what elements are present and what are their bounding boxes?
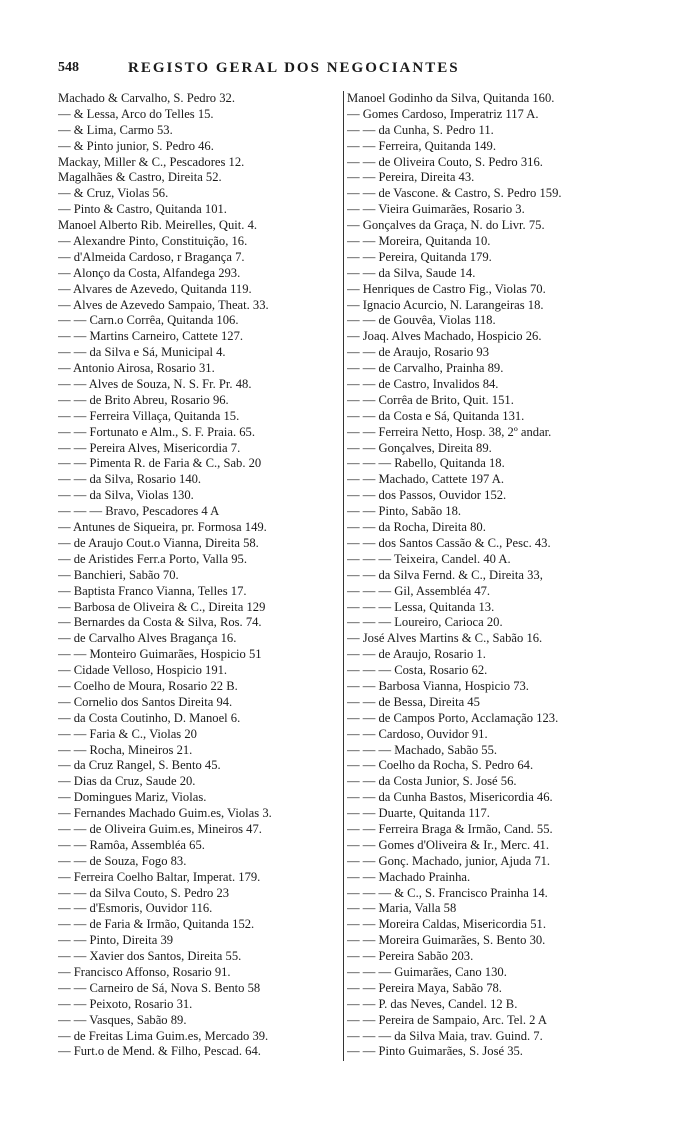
directory-entry: — Cornelio dos Santos Direita 94. (58, 694, 233, 709)
directory-entry: — Ignacio Acurcio, N. Larangeiras 18. (347, 297, 544, 312)
directory-entry: — Gomes Cardoso, Imperatriz 117 A. (347, 106, 539, 121)
directory-entry: — — — Rabello, Quitanda 18. (347, 456, 505, 471)
directory-entry: — — Ramôa, Assembléa 65. (58, 837, 205, 852)
directory-entry: — — — Loureiro, Carioca 20. (347, 615, 503, 630)
directory-entry: — Antunes de Siqueira, pr. Formosa 149. (58, 520, 267, 535)
page-number: 548 (58, 60, 79, 75)
directory-entry: — Banchieri, Sabão 70. (58, 567, 179, 582)
directory-entry: — — de Carvalho, Prainha 89. (347, 361, 504, 376)
directory-entry: — — — da Silva Maia, trav. Guind. 7. (347, 1028, 543, 1043)
directory-entry: — — de Gouvêa, Violas 118. (347, 313, 496, 328)
directory-entry: — — Pereira Sabão 203. (347, 949, 474, 964)
directory-entry: — Henriques de Castro Fig., Violas 70. (347, 281, 546, 296)
directory-entry: — — — & C., S. Francisco Prainha 14. (347, 885, 548, 900)
directory-entry: — Ferreira Coelho Baltar, Imperat. 179. (58, 869, 261, 884)
directory-entry: — — de Araujo, Rosario 93 (347, 345, 490, 360)
directory-entry: — da Cruz Rangel, S. Bento 45. (58, 758, 221, 773)
directory-entry: — — Coelho da Rocha, S. Pedro 64. (347, 758, 534, 773)
directory-entry: — — da Cunha Bastos, Misericordia 46. (347, 790, 553, 805)
directory-entry: — & Cruz, Violas 56. (58, 186, 169, 201)
directory-entry: — — Pereira Maya, Sabão 78. (347, 980, 502, 995)
directory-entry: — — da Cunha, S. Pedro 11. (347, 122, 494, 137)
directory-entry: — — P. das Neves, Candel. 12 B. (347, 996, 518, 1011)
directory-entry: — — Faria & C., Violas 20 (58, 726, 197, 741)
directory-entry: — — Ferreira Netto, Hosp. 38, 2º andar. (347, 424, 552, 439)
directory-entry: — — Barbosa Vianna, Hospicio 73. (347, 678, 529, 693)
directory-entry: — — d'Esmoris, Ouvidor 116. (58, 901, 213, 916)
directory-entry: — Fernandes Machado Guim.es, Violas 3. (58, 806, 272, 821)
directory-entry: — — — Gil, Assembléa 47. (347, 583, 491, 598)
directory-entry: — Alvares de Azevedo, Quitanda 119. (58, 281, 252, 296)
directory-entry: — — Martins Carneiro, Cattete 127. (58, 329, 244, 344)
directory-entry: — — Gomes d'Oliveira & Ir., Merc. 41. (347, 837, 549, 852)
directory-entry: — — de Oliveira Couto, S. Pedro 316. (347, 154, 543, 169)
directory-entry: — Alves de Azevedo Sampaio, Theat. 33. (58, 297, 269, 312)
directory-entry: Mackay, Miller & C., Pescadores 12. (58, 154, 245, 169)
directory-entry: — Furt.o de Mend. & Filho, Pescad. 64. (58, 1044, 261, 1059)
directory-entry: — — de Castro, Invalidos 84. (347, 377, 499, 392)
directory-entry: — — Xavier dos Santos, Direita 55. (58, 949, 242, 964)
directory-entry: — — da Costa Junior, S. José 56. (347, 774, 517, 789)
directory-entry: — — de Faria & Irmão, Quitanda 152. (58, 917, 255, 932)
directory-entry: — — Pinto Guimarães, S. José 35. (347, 1044, 523, 1059)
directory-entry: — — de Souza, Fogo 83. (58, 853, 187, 868)
directory-entry: — — da Silva, Rosario 140. (58, 472, 202, 487)
directory-entry: — — Gonçalves, Direita 89. (347, 440, 492, 455)
directory-entry: — — de Araujo, Rosario 1. (347, 647, 486, 662)
directory-entry: — — — Lessa, Quitanda 13. (347, 599, 495, 614)
directory-entry: — — — Teixeira, Candel. 40 A. (347, 551, 511, 566)
directory-entry: — Alexandre Pinto, Constituição, 16. (58, 234, 248, 249)
directory-entry: — de Carvalho Alves Bragança 16. (58, 631, 237, 646)
directory-entry: — — da Costa e Sá, Quitanda 131. (347, 408, 525, 423)
directory-entry: Manoel Godinho da Silva, Quitanda 160. (347, 91, 555, 105)
directory-entry: — Coelho de Moura, Rosario 22 B. (58, 678, 238, 693)
directory-entry: — de Aristides Ferr.a Porto, Valla 95. (58, 551, 248, 566)
directory-entry: — Bernardes da Costa & Silva, Ros. 74. (58, 615, 262, 630)
directory-entry: — d'Almeida Cardoso, r Bragança 7. (58, 249, 245, 264)
directory-entry: Magalhães & Castro, Direita 52. (58, 170, 222, 185)
directory-entry: — — Pereira de Sampaio, Arc. Tel. 2 A (347, 1012, 547, 1027)
directory-entry: — — da Silva Couto, S. Pedro 23 (58, 885, 230, 900)
directory-entry: — — Alves de Souza, N. S. Fr. Pr. 48. (58, 377, 252, 392)
directory-entry: — José Alves Martins & C., Sabão 16. (347, 631, 543, 646)
directory-entry: — — da Rocha, Direita 80. (347, 520, 486, 535)
directory-entry: — — Maria, Valla 58 (347, 901, 457, 916)
directory-entry: — — Pereira Alves, Misericordia 7. (58, 440, 241, 455)
directory-entry: — — da Silva, Saude 14. (347, 265, 476, 280)
directory-entry: — — — Guimarães, Cano 130. (347, 964, 507, 979)
directory-entry: — Joaq. Alves Machado, Hospicio 26. (347, 329, 542, 344)
column-divider (343, 91, 344, 1061)
directory-entry: — — Pereira, Direita 43. (347, 170, 475, 185)
directory-entry: — — — Bravo, Pescadores 4 A (58, 504, 220, 519)
directory-entry: — — de Brito Abreu, Rosario 96. (58, 392, 229, 407)
directory-entry: — — Moreira Caldas, Misericordia 51. (347, 917, 547, 932)
directory-entry: — Domingues Mariz, Violas. (58, 790, 207, 805)
directory-entry: — Alonço da Costa, Alfandega 293. (58, 265, 241, 280)
directory-entry: — — Cardoso, Ouvidor 91. (347, 726, 488, 741)
directory-entry: — — Corrêa de Brito, Quit. 151. (347, 392, 514, 407)
directory-entry: — — Vasques, Sabão 89. (58, 1012, 187, 1027)
directory-entry: — — — Costa, Rosario 62. (347, 663, 488, 678)
directory-entry: — — Carneiro de Sá, Nova S. Bento 58 (58, 980, 261, 995)
directory-entry: — Gonçalves da Graça, N. do Livr. 75. (347, 218, 545, 233)
directory-entry: — Cidade Velloso, Hospicio 191. (58, 663, 228, 678)
running-title: REGISTO GERAL DOS NEGOCIANTES (128, 60, 460, 76)
directory-entry: — de Araujo Cout.o Vianna, Direita 58. (58, 535, 259, 550)
directory-entry: — — dos Santos Cassão & C., Pesc. 43. (347, 535, 551, 550)
directory-entry: — — Gonç. Machado, junior, Ajuda 71. (347, 853, 551, 868)
directory-entry: — — Ferreira Braga & Irmão, Cand. 55. (347, 821, 553, 836)
directory-entry: — — de Campos Porto, Acclamação 123. (347, 710, 559, 725)
directory-entry: — Pinto & Castro, Quitanda 101. (58, 202, 227, 217)
directory-entry: — — — Machado, Sabão 55. (347, 742, 498, 757)
directory-entry: — — Monteiro Guimarães, Hospicio 51 (58, 647, 262, 662)
directory-entry: — Francisco Affonso, Rosario 91. (58, 964, 231, 979)
directory-entry: — — Pinto, Direita 39 (58, 933, 174, 948)
page-header (58, 60, 628, 82)
directory-entry: — Barbosa de Oliveira & C., Direita 129 (58, 599, 266, 614)
directory-entry: — — da Silva e Sá, Municipal 4. (58, 345, 226, 360)
directory-entry: — — Pinto, Sabão 18. (347, 504, 462, 519)
directory-entry: — — de Vascone. & Castro, S. Pedro 159. (347, 186, 562, 201)
directory-entry: — — Peixoto, Rosario 31. (58, 996, 193, 1011)
right-column (347, 91, 632, 1060)
directory-entry: — — Vieira Guimarães, Rosario 3. (347, 202, 525, 217)
left-column (58, 91, 343, 1060)
directory-entry: Manoel Alberto Rib. Meirelles, Quit. 4. (58, 218, 258, 233)
directory-entry: — — Fortunato e Alm., S. F. Praia. 65. (58, 424, 255, 439)
directory-entry: — da Costa Coutinho, D. Manoel 6. (58, 710, 241, 725)
directory-entry: — — Pimenta R. de Faria & C., Sab. 20 (58, 456, 262, 471)
directory-entry: — — Moreira, Quitanda 10. (347, 234, 491, 249)
directory-entry: — — Duarte, Quitanda 117. (347, 806, 490, 821)
directory-entry: — — de Bessa, Direita 45 (347, 694, 480, 709)
directory-entry: — — Machado Prainha. (347, 869, 471, 884)
directory-entry: — Antonio Airosa, Rosario 31. (58, 361, 215, 376)
directory-entry: — — dos Passos, Ouvidor 152. (347, 488, 507, 503)
directory-entry: — — da Silva Fernd. & C., Direita 33, (347, 567, 543, 582)
directory-entry: — — da Silva, Violas 130. (58, 488, 194, 503)
directory-entry: — — de Oliveira Guim.es, Mineiros 47. (58, 821, 262, 836)
directory-entry: — — Ferreira, Quitanda 149. (347, 138, 496, 153)
directory-entry: — — Rocha, Mineiros 21. (58, 742, 193, 757)
directory-entry: — — Machado, Cattete 197 A. (347, 472, 505, 487)
directory-entry: — — Pereira, Quitanda 179. (347, 249, 492, 264)
directory-entry: — & Pinto junior, S. Pedro 46. (58, 138, 214, 153)
directory-entry: — — Moreira Guimarães, S. Bento 30. (347, 933, 546, 948)
directory-entry: — Dias da Cruz, Saude 20. (58, 774, 196, 789)
directory-entry: — — Carn.o Corrêa, Quitanda 106. (58, 313, 239, 328)
directory-entry: — Baptista Franco Vianna, Telles 17. (58, 583, 247, 598)
directory-entry: Machado & Carvalho, S. Pedro 32. (58, 91, 235, 105)
directory-entry: — de Freitas Lima Guim.es, Mercado 39. (58, 1028, 269, 1043)
directory-entry: — & Lima, Carmo 53. (58, 122, 173, 137)
directory-entry: — — Ferreira Villaça, Quitanda 15. (58, 408, 240, 423)
directory-entry: — & Lessa, Arco do Telles 15. (58, 106, 214, 121)
